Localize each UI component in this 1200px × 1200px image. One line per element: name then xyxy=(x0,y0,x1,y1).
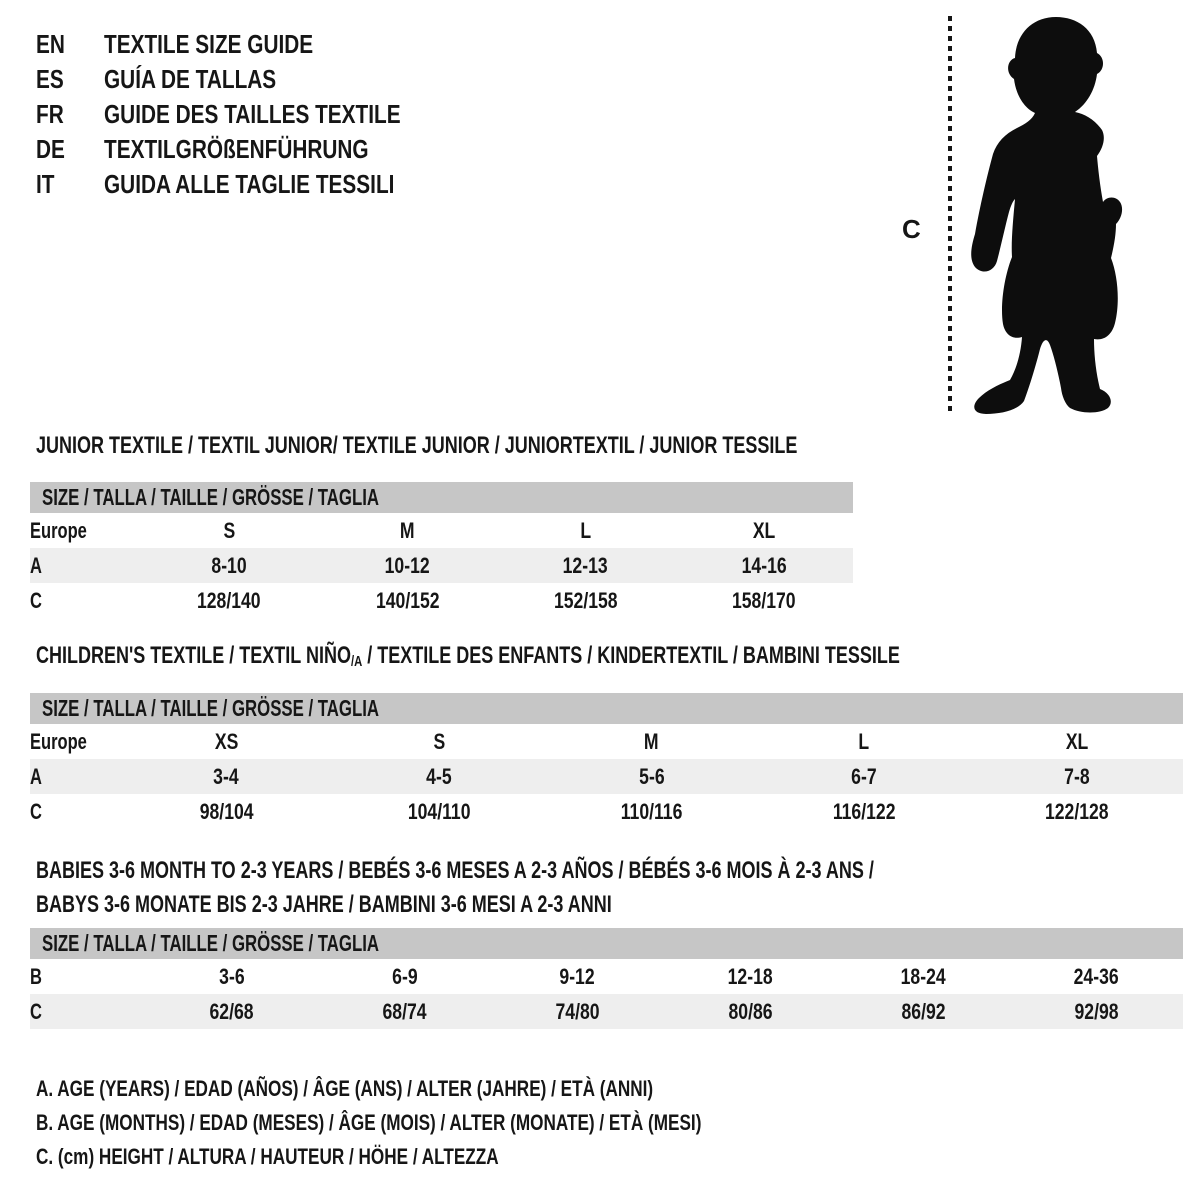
table-cell xyxy=(837,959,1010,994)
table-cell xyxy=(491,994,664,1029)
row-label xyxy=(30,548,140,583)
text: SIZE / TALLA / TAILLE / GRÖSSE / TAGLIA xyxy=(42,930,380,956)
section-junior xyxy=(30,434,853,618)
section-children xyxy=(30,644,1183,829)
section-title-line xyxy=(36,854,1183,888)
title-text xyxy=(36,888,612,922)
table-row xyxy=(30,583,853,618)
section-title xyxy=(36,644,1183,671)
text: 5-6 xyxy=(638,763,665,789)
table-cell xyxy=(497,513,675,548)
text: IT xyxy=(36,169,55,199)
text: M xyxy=(400,517,415,543)
title-part: BABIES 3-6 MONTH TO 2-3 YEARS / BEBÉS 3-6 MESES A 2-3 AÑOS / BÉBÉS 3-6 MOIS À 2-3 ANS / xyxy=(36,857,874,884)
table-cell xyxy=(333,794,546,829)
title-text xyxy=(36,854,874,888)
text: ES xyxy=(36,64,64,94)
text: 74/80 xyxy=(555,998,600,1024)
text: L xyxy=(580,517,591,543)
language-code xyxy=(36,62,104,97)
text: Europe xyxy=(30,517,87,543)
table-cell xyxy=(318,583,496,618)
table-cell xyxy=(318,994,491,1029)
text: GUÍA DE TALLAS xyxy=(104,64,277,94)
language-code xyxy=(36,167,104,202)
table-cell xyxy=(140,548,318,583)
language-row xyxy=(36,132,475,167)
text: 6-7 xyxy=(851,763,877,789)
table-cell xyxy=(145,959,318,994)
text: C xyxy=(30,798,42,824)
table-row xyxy=(30,994,1183,1029)
table-cell xyxy=(333,759,546,794)
table-cell xyxy=(318,548,496,583)
legend-block xyxy=(36,1072,889,1174)
title-part: / TEXTILE DES ENFANTS / KINDERTEXTIL / BAMBINI TESSILE xyxy=(362,642,900,669)
text: C xyxy=(30,587,42,613)
language-title xyxy=(104,169,467,199)
text: EN xyxy=(36,29,65,59)
legend-line xyxy=(36,1140,889,1174)
language-code xyxy=(36,27,104,62)
language-code xyxy=(36,97,104,132)
text: M xyxy=(644,728,659,754)
table-cell xyxy=(140,583,318,618)
text: S xyxy=(223,517,235,543)
text: C. (cm) HEIGHT / ALTURA / HAUTEUR / HÖHE / ALTEZZA xyxy=(36,1144,499,1169)
language-code xyxy=(36,132,104,167)
table-cell xyxy=(758,794,971,829)
text: 128/140 xyxy=(197,587,261,613)
table-cell xyxy=(970,794,1183,829)
legend-line xyxy=(36,1106,889,1140)
table-cell xyxy=(120,724,333,759)
text: 98/104 xyxy=(199,798,254,824)
table-cell xyxy=(675,513,853,548)
table-cell xyxy=(545,794,758,829)
text: B xyxy=(30,963,42,989)
table-cell xyxy=(675,583,853,618)
size-header-cell xyxy=(30,928,1183,959)
text: 62/68 xyxy=(209,998,254,1024)
text: A xyxy=(30,763,42,789)
text: GUIDA ALLE TAGLIE TESSILI xyxy=(104,169,395,199)
language-title xyxy=(104,134,435,164)
row-label xyxy=(30,794,120,829)
table-cell xyxy=(497,583,675,618)
table-cell xyxy=(970,724,1183,759)
text: 8-10 xyxy=(211,552,247,578)
size-header-cell xyxy=(30,693,1183,724)
table-cell xyxy=(837,994,1010,1029)
size-header-row xyxy=(30,482,853,513)
text: 12-13 xyxy=(563,552,609,578)
title-text xyxy=(36,644,900,671)
title-subscript: /A xyxy=(350,653,363,670)
text: C xyxy=(30,998,42,1024)
table-cell xyxy=(545,759,758,794)
text: TEXTILGRÖßENFÜHRUNG xyxy=(104,134,369,164)
section-title-line xyxy=(36,434,853,458)
title-text xyxy=(36,434,797,458)
text: Europe xyxy=(30,728,87,754)
language-title xyxy=(104,64,319,94)
legend-line xyxy=(36,1072,889,1106)
text: 110/116 xyxy=(620,798,683,824)
row-label xyxy=(30,724,120,759)
table-row xyxy=(30,794,1183,829)
section-babies xyxy=(30,854,1183,1029)
row-label xyxy=(30,759,120,794)
section-title xyxy=(36,854,1183,922)
table-cell xyxy=(318,513,496,548)
section-title-line xyxy=(36,644,1183,671)
size-header-cell xyxy=(30,482,853,513)
row-label xyxy=(30,583,140,618)
text: 3-6 xyxy=(218,963,245,989)
text: 92/98 xyxy=(1074,998,1119,1024)
table-cell xyxy=(497,548,675,583)
table-cell xyxy=(970,759,1183,794)
text: 140/152 xyxy=(375,587,440,613)
table-cell xyxy=(145,994,318,1029)
text: XS xyxy=(214,728,239,754)
text: TEXTILE SIZE GUIDE xyxy=(104,29,314,59)
table-cell xyxy=(664,959,837,994)
height-measure-label-c: C xyxy=(902,214,921,244)
row-label xyxy=(30,994,145,1029)
text: 7-8 xyxy=(1063,763,1090,789)
language-row xyxy=(36,167,475,202)
table-cell xyxy=(758,759,971,794)
table-row xyxy=(30,548,853,583)
table-cell xyxy=(545,724,758,759)
size-table-junior xyxy=(30,482,853,618)
text: 9-12 xyxy=(559,963,596,989)
text: SIZE / TALLA / TAILLE / GRÖSSE / TAGLIA xyxy=(42,484,380,510)
table-cell xyxy=(664,994,837,1029)
title-part: CHILDREN'S TEXTILE / TEXTIL NIÑO xyxy=(36,642,351,669)
row-label xyxy=(30,959,145,994)
text: 10-12 xyxy=(384,552,430,578)
size-header-row xyxy=(30,693,1183,724)
text: 4-5 xyxy=(426,763,452,789)
language-title-block xyxy=(36,27,475,202)
text: GUIDE DES TAILLES TEXTILE xyxy=(104,99,401,129)
text: FR xyxy=(36,99,64,129)
language-row xyxy=(36,27,475,62)
text: A xyxy=(30,552,42,578)
size-table-babies xyxy=(30,928,1183,1029)
table-cell xyxy=(120,794,333,829)
table-cell xyxy=(1010,994,1183,1029)
size-header-row xyxy=(30,928,1183,959)
table-cell xyxy=(120,759,333,794)
text: 14-16 xyxy=(741,552,787,578)
text: 122/128 xyxy=(1044,798,1109,824)
table-cell xyxy=(318,959,491,994)
text: 80/86 xyxy=(728,998,773,1024)
text: 152/158 xyxy=(553,587,618,613)
language-title xyxy=(104,99,475,129)
table-row xyxy=(30,513,853,548)
size-table-children xyxy=(30,693,1183,829)
table-cell xyxy=(491,959,664,994)
text: 18-24 xyxy=(900,963,947,989)
text: SIZE / TALLA / TAILLE / GRÖSSE / TAGLIA xyxy=(42,695,380,721)
language-row xyxy=(36,62,475,97)
text: DE xyxy=(36,134,65,164)
height-measure-dashed-line xyxy=(948,16,952,416)
text: XL xyxy=(752,517,776,543)
text: 104/110 xyxy=(407,798,471,824)
table-row xyxy=(30,959,1183,994)
title-part: JUNIOR TEXTILE / TEXTIL JUNIOR/ TEXTILE JUNIOR / JUNIORTEXTIL / JUNIOR TESSILE xyxy=(36,432,798,459)
text: 6-9 xyxy=(391,963,418,989)
toddler-silhouette xyxy=(964,14,1142,418)
section-title-line xyxy=(36,888,1183,922)
row-label xyxy=(30,513,140,548)
table-row xyxy=(30,724,1183,759)
table-cell xyxy=(1010,959,1183,994)
table-cell xyxy=(675,548,853,583)
text: 68/74 xyxy=(382,998,427,1024)
section-title xyxy=(36,434,853,458)
text: 24-36 xyxy=(1073,963,1120,989)
language-title xyxy=(104,29,365,59)
text: A. AGE (YEARS) / EDAD (AÑOS) / ÂGE (ANS) / ALTER (JAHRE) / ETÀ (ANNI) xyxy=(36,1076,654,1101)
text: B. AGE (MONTHS) / EDAD (MESES) / ÂGE (MOIS) / ALTER (MONATE) / ETÀ (MESI) xyxy=(36,1110,702,1135)
table-cell xyxy=(140,513,318,548)
language-row xyxy=(36,97,475,132)
table-cell xyxy=(333,724,546,759)
text: 3-4 xyxy=(213,763,240,789)
text: 116/122 xyxy=(832,798,896,824)
text: S xyxy=(433,728,445,754)
title-part: BABYS 3-6 MONATE BIS 2-3 JAHRE / BAMBINI 3-6 MESI A 2-3 ANNI xyxy=(36,891,612,918)
text: 12-18 xyxy=(727,963,774,989)
text: XL xyxy=(1065,728,1088,754)
table-row xyxy=(30,759,1183,794)
text: 86/92 xyxy=(901,998,946,1024)
table-cell xyxy=(758,724,971,759)
text: 158/170 xyxy=(732,587,796,613)
text: L xyxy=(858,728,870,754)
